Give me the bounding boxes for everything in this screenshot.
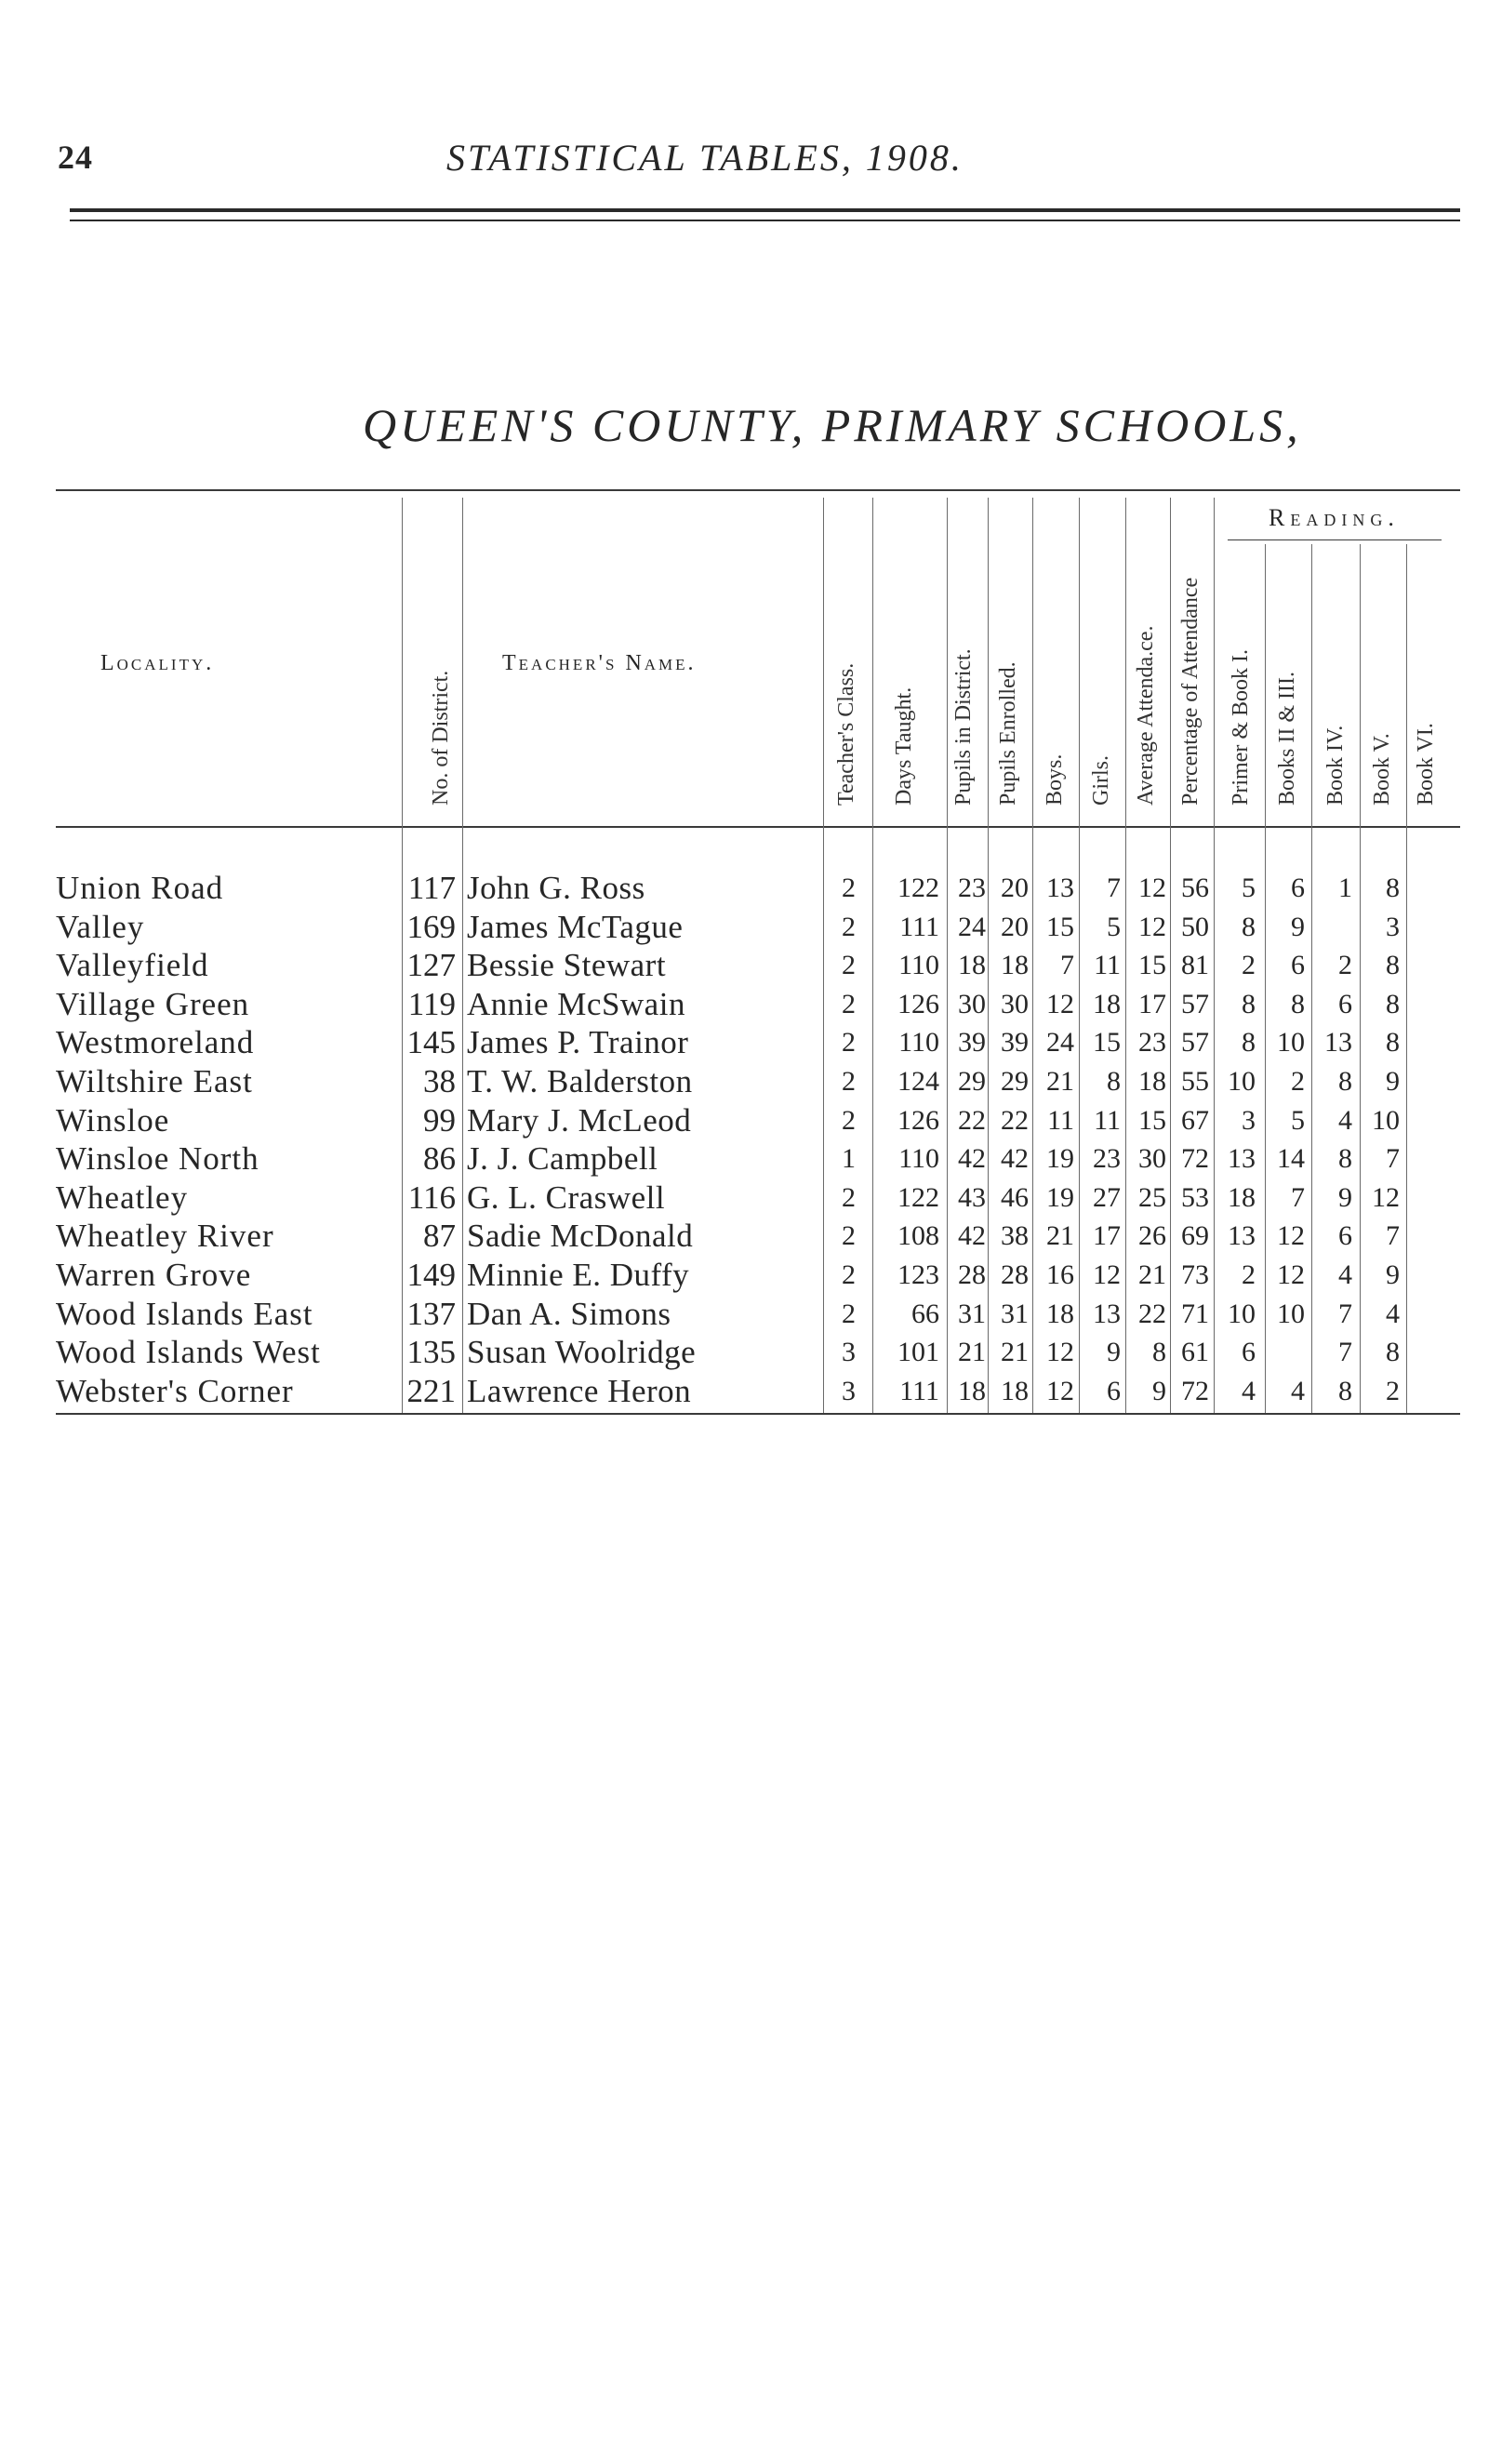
table-row (0, 1101, 1502, 1140)
girls-cell: 8 (1107, 1065, 1121, 1097)
average-attendance-cell: 25 (1138, 1181, 1166, 1213)
book-4-cell: 6 (1338, 1220, 1352, 1252)
district-cell: 119 (407, 985, 456, 1022)
girls-cell: 7 (1107, 872, 1121, 903)
book-5-cell: 8 (1386, 1337, 1400, 1368)
book-4-cell: 4 (1338, 1104, 1352, 1136)
primer-book-1-cell: 13 (1228, 1143, 1256, 1175)
teacher-class-cell: 2 (842, 950, 856, 981)
pupils-enrolled-cell: 39 (1001, 1027, 1029, 1059)
boys-cell: 7 (1060, 950, 1074, 981)
table-row (0, 1217, 1502, 1256)
table-row (0, 908, 1502, 947)
table-body (0, 869, 1502, 1410)
pupils-enrolled-cell: 21 (1001, 1337, 1029, 1368)
average-attendance-cell: 22 (1138, 1298, 1166, 1329)
pupils-in-district-cell: 18 (958, 1375, 986, 1406)
boys-cell: 21 (1046, 1065, 1074, 1097)
table-row (0, 869, 1502, 908)
books-2-3-cell: 4 (1291, 1375, 1305, 1406)
book-4-cell: 7 (1338, 1298, 1352, 1329)
books-2-3-cell: 10 (1277, 1298, 1305, 1329)
days-taught-cell: 124 (897, 1065, 939, 1097)
primer-book-1-cell: 3 (1242, 1104, 1256, 1136)
book-4-cell: 8 (1338, 1375, 1352, 1406)
pupils-enrolled-cell: 31 (1001, 1298, 1029, 1329)
header-locality: Locality. (100, 651, 215, 675)
teacher-name-cell: Minnie E. Duffy (467, 1256, 690, 1293)
percentage-attendance-cell: 56 (1181, 872, 1209, 903)
primer-book-1-cell: 6 (1242, 1337, 1256, 1368)
table-bottom-rule (56, 1413, 1460, 1415)
average-attendance-cell: 21 (1138, 1259, 1166, 1290)
books-2-3-cell: 7 (1291, 1181, 1305, 1213)
district-cell: 169 (406, 908, 456, 945)
pupils-in-district-cell: 42 (958, 1143, 986, 1175)
pupils-in-district-cell: 30 (958, 988, 986, 1019)
average-attendance-cell: 18 (1138, 1065, 1166, 1097)
teacher-class-cell: 2 (842, 1298, 856, 1329)
district-cell: 99 (423, 1101, 456, 1139)
locality-cell: Wiltshire East (56, 1062, 253, 1099)
teacher-name-cell: G. L. Craswell (467, 1179, 666, 1216)
book-4-cell: 4 (1338, 1259, 1352, 1290)
girls-cell: 11 (1094, 950, 1121, 981)
books-2-3-cell: 2 (1291, 1065, 1305, 1097)
pupils-in-district-cell: 29 (958, 1065, 986, 1097)
days-taught-cell: 110 (898, 950, 939, 981)
books-2-3-cell: 6 (1291, 872, 1305, 903)
locality-cell: Winsloe North (56, 1140, 259, 1178)
boys-cell: 13 (1046, 872, 1074, 903)
teacher-class-cell: 2 (842, 1259, 856, 1290)
book-5-cell: 7 (1386, 1143, 1400, 1175)
pupils-enrolled-cell: 20 (1001, 872, 1029, 903)
primer-book-1-cell: 5 (1242, 872, 1256, 903)
table-row (0, 1179, 1502, 1218)
locality-cell: Webster's Corner (56, 1372, 294, 1409)
days-taught-cell: 111 (899, 911, 939, 942)
locality-cell: Valley (56, 908, 145, 945)
district-cell: 135 (406, 1334, 456, 1371)
average-attendance-cell: 15 (1138, 1104, 1166, 1136)
teacher-name-cell: James P. Trainor (467, 1024, 689, 1061)
teacher-class-cell: 2 (842, 1065, 856, 1097)
percentage-attendance-cell: 57 (1181, 1027, 1209, 1059)
teacher-name-cell: Dan A. Simons (467, 1295, 671, 1332)
days-taught-cell: 108 (897, 1220, 939, 1252)
girls-cell: 15 (1093, 1027, 1121, 1059)
boys-cell: 24 (1046, 1027, 1074, 1059)
header-teacher-name: Teacher's Name. (502, 651, 697, 675)
book-4-cell: 8 (1338, 1143, 1352, 1175)
days-taught-cell: 110 (898, 1143, 939, 1175)
pupils-enrolled-cell: 29 (1001, 1065, 1029, 1097)
days-taught-cell: 122 (897, 1181, 939, 1213)
teacher-name-cell: Susan Woolridge (467, 1334, 697, 1371)
percentage-attendance-cell: 50 (1181, 911, 1209, 942)
girls-cell: 13 (1093, 1298, 1121, 1329)
book-5-cell: 4 (1386, 1298, 1400, 1329)
primer-book-1-cell: 8 (1242, 911, 1256, 942)
days-taught-cell: 126 (897, 988, 939, 1019)
boys-cell: 19 (1046, 1181, 1074, 1213)
percentage-attendance-cell: 67 (1181, 1104, 1209, 1136)
book-5-cell: 8 (1386, 1027, 1400, 1059)
header-rule-bottom (70, 220, 1460, 221)
pupils-enrolled-cell: 28 (1001, 1259, 1029, 1290)
percentage-attendance-cell: 72 (1181, 1143, 1209, 1175)
books-2-3-cell: 14 (1277, 1143, 1305, 1175)
book-5-cell: 9 (1386, 1065, 1400, 1097)
primer-book-1-cell: 2 (1242, 950, 1256, 981)
books-2-3-cell: 6 (1291, 950, 1305, 981)
days-taught-cell: 122 (897, 872, 939, 903)
pupils-in-district-cell: 28 (958, 1259, 986, 1290)
percentage-attendance-cell: 73 (1181, 1259, 1209, 1290)
teacher-name-cell: Bessie Stewart (467, 947, 667, 984)
boys-cell: 18 (1046, 1298, 1074, 1329)
books-2-3-cell: 12 (1277, 1220, 1305, 1252)
district-cell: 127 (406, 947, 456, 984)
locality-cell: Village Green (56, 985, 250, 1022)
district-cell: 38 (423, 1062, 456, 1099)
boys-cell: 12 (1046, 1375, 1074, 1406)
book-4-cell: 7 (1338, 1337, 1352, 1368)
teacher-class-cell: 2 (842, 872, 856, 903)
district-cell: 86 (423, 1140, 456, 1178)
pupils-enrolled-cell: 18 (1001, 1375, 1029, 1406)
book-5-cell: 8 (1386, 988, 1400, 1019)
teacher-class-cell: 3 (842, 1375, 856, 1406)
boys-cell: 11 (1047, 1104, 1074, 1136)
header-reading-group: Reading. (1269, 504, 1400, 531)
percentage-attendance-cell: 72 (1181, 1375, 1209, 1406)
average-attendance-cell: 9 (1152, 1375, 1166, 1406)
primer-book-1-cell: 8 (1242, 988, 1256, 1019)
girls-cell: 9 (1107, 1337, 1121, 1368)
teacher-name-cell: Lawrence Heron (467, 1372, 692, 1409)
teacher-name-cell: J. J. Campbell (467, 1140, 658, 1178)
teacher-class-cell: 2 (842, 1220, 856, 1252)
pupils-enrolled-cell: 18 (1001, 950, 1029, 981)
primer-book-1-cell: 2 (1242, 1259, 1256, 1290)
table-row (0, 946, 1502, 985)
teacher-name-cell: James McTague (467, 908, 684, 945)
teacher-class-cell: 2 (842, 1104, 856, 1136)
primer-book-1-cell: 8 (1242, 1027, 1256, 1059)
girls-cell: 17 (1093, 1220, 1121, 1252)
district-cell: 149 (406, 1256, 456, 1293)
reading-group-rule (1228, 539, 1442, 540)
locality-cell: Wheatley River (56, 1218, 274, 1255)
primer-book-1-cell: 18 (1228, 1181, 1256, 1213)
days-taught-cell: 101 (897, 1337, 939, 1368)
pupils-in-district-cell: 23 (958, 872, 986, 903)
district-cell: 116 (407, 1179, 456, 1216)
books-2-3-cell: 5 (1291, 1104, 1305, 1136)
average-attendance-cell: 8 (1152, 1337, 1166, 1368)
teacher-class-cell: 2 (842, 1181, 856, 1213)
girls-cell: 12 (1093, 1259, 1121, 1290)
pupils-enrolled-cell: 20 (1001, 911, 1029, 942)
district-cell: 87 (423, 1218, 456, 1255)
teacher-class-cell: 2 (842, 988, 856, 1019)
book-4-cell: 6 (1338, 988, 1352, 1019)
book-4-cell: 1 (1338, 872, 1352, 903)
book-5-cell: 10 (1372, 1104, 1400, 1136)
teacher-class-cell: 3 (842, 1337, 856, 1368)
pupils-enrolled-cell: 46 (1001, 1181, 1029, 1213)
primer-book-1-cell: 10 (1228, 1298, 1256, 1329)
pupils-in-district-cell: 42 (958, 1220, 986, 1252)
average-attendance-cell: 23 (1138, 1027, 1166, 1059)
locality-cell: Wheatley (56, 1179, 189, 1216)
pupils-enrolled-cell: 22 (1001, 1104, 1029, 1136)
book-4-cell: 9 (1338, 1181, 1352, 1213)
days-taught-cell: 111 (899, 1375, 939, 1406)
table-row (0, 1139, 1502, 1179)
days-taught-cell: 126 (897, 1104, 939, 1136)
girls-cell: 27 (1093, 1181, 1121, 1213)
days-taught-cell: 110 (898, 1027, 939, 1059)
locality-cell: Winsloe (56, 1101, 170, 1139)
book-5-cell: 2 (1386, 1375, 1400, 1406)
locality-cell: Union Road (56, 870, 224, 906)
girls-cell: 6 (1107, 1375, 1121, 1406)
average-attendance-cell: 17 (1138, 988, 1166, 1019)
table-row (0, 985, 1502, 1024)
table-row (0, 1333, 1502, 1372)
book-5-cell: 8 (1386, 950, 1400, 981)
boys-cell: 12 (1046, 1337, 1074, 1368)
boys-cell: 12 (1046, 988, 1074, 1019)
table-row (0, 1256, 1502, 1295)
table-title: QUEEN'S COUNTY, PRIMARY SCHOOLS, (363, 399, 1302, 451)
pupils-in-district-cell: 24 (958, 911, 986, 942)
days-taught-cell: 66 (911, 1298, 939, 1329)
district-cell: 117 (407, 870, 456, 906)
boys-cell: 21 (1046, 1220, 1074, 1252)
pupils-enrolled-cell: 42 (1001, 1143, 1029, 1175)
locality-cell: Wood Islands West (56, 1334, 321, 1371)
teacher-class-cell: 2 (842, 1027, 856, 1059)
table-row (0, 1295, 1502, 1334)
percentage-attendance-cell: 81 (1181, 950, 1209, 981)
girls-cell: 5 (1107, 911, 1121, 942)
percentage-attendance-cell: 69 (1181, 1220, 1209, 1252)
table-row (0, 1023, 1502, 1062)
percentage-attendance-cell: 71 (1181, 1298, 1209, 1329)
book-5-cell: 12 (1372, 1181, 1400, 1213)
books-2-3-cell: 12 (1277, 1259, 1305, 1290)
girls-cell: 23 (1093, 1143, 1121, 1175)
page-number: 24 (58, 139, 93, 176)
boys-cell: 16 (1046, 1259, 1074, 1290)
books-2-3-cell: 8 (1291, 988, 1305, 1019)
pupils-in-district-cell: 39 (958, 1027, 986, 1059)
girls-cell: 18 (1093, 988, 1121, 1019)
teacher-name-cell: Sadie McDonald (467, 1218, 694, 1255)
teacher-class-cell: 1 (842, 1143, 856, 1175)
primer-book-1-cell: 10 (1228, 1065, 1256, 1097)
book-5-cell: 3 (1386, 911, 1400, 942)
average-attendance-cell: 12 (1138, 911, 1166, 942)
district-cell: 137 (406, 1295, 456, 1332)
average-attendance-cell: 26 (1138, 1220, 1166, 1252)
locality-cell: Westmoreland (56, 1024, 255, 1061)
district-cell: 221 (406, 1372, 456, 1409)
book-5-cell: 7 (1386, 1220, 1400, 1252)
books-2-3-cell: 9 (1291, 911, 1305, 942)
pupils-in-district-cell: 21 (958, 1337, 986, 1368)
district-cell: 145 (406, 1024, 456, 1061)
header-bottom-rule (56, 826, 1460, 828)
teacher-name-cell: Annie McSwain (467, 985, 685, 1022)
average-attendance-cell: 30 (1138, 1143, 1166, 1175)
teacher-class-cell: 2 (842, 911, 856, 942)
percentage-attendance-cell: 61 (1181, 1337, 1209, 1368)
table-row (0, 1062, 1502, 1101)
primer-book-1-cell: 4 (1242, 1375, 1256, 1406)
pupils-enrolled-cell: 38 (1001, 1220, 1029, 1252)
pupils-enrolled-cell: 30 (1001, 988, 1029, 1019)
header-rule-top (70, 208, 1460, 212)
locality-cell: Valleyfield (56, 947, 209, 984)
book-5-cell: 8 (1386, 872, 1400, 903)
teacher-name-cell: Mary J. McLeod (467, 1101, 692, 1139)
boys-cell: 19 (1046, 1143, 1074, 1175)
teacher-name-cell: John G. Ross (467, 870, 645, 906)
girls-cell: 11 (1094, 1104, 1121, 1136)
running-title: STATISTICAL TABLES, 1908. (446, 137, 964, 179)
book-4-cell: 2 (1338, 950, 1352, 981)
percentage-attendance-cell: 57 (1181, 988, 1209, 1019)
book-5-cell: 9 (1386, 1259, 1400, 1290)
primer-book-1-cell: 13 (1228, 1220, 1256, 1252)
locality-cell: Warren Grove (56, 1256, 252, 1293)
pupils-in-district-cell: 18 (958, 950, 986, 981)
pupils-in-district-cell: 22 (958, 1104, 986, 1136)
percentage-attendance-cell: 55 (1181, 1065, 1209, 1097)
pupils-in-district-cell: 43 (958, 1181, 986, 1213)
table-row (0, 1372, 1502, 1411)
locality-cell: Wood Islands East (56, 1295, 313, 1332)
teacher-name-cell: T. W. Balderston (467, 1062, 693, 1099)
book-4-cell: 8 (1338, 1065, 1352, 1097)
average-attendance-cell: 12 (1138, 872, 1166, 903)
books-2-3-cell: 10 (1277, 1027, 1305, 1059)
boys-cell: 15 (1046, 911, 1074, 942)
days-taught-cell: 123 (897, 1259, 939, 1290)
average-attendance-cell: 15 (1138, 950, 1166, 981)
book-4-cell: 13 (1324, 1027, 1352, 1059)
table-top-rule (56, 489, 1460, 491)
pupils-in-district-cell: 31 (958, 1298, 986, 1329)
percentage-attendance-cell: 53 (1181, 1181, 1209, 1213)
